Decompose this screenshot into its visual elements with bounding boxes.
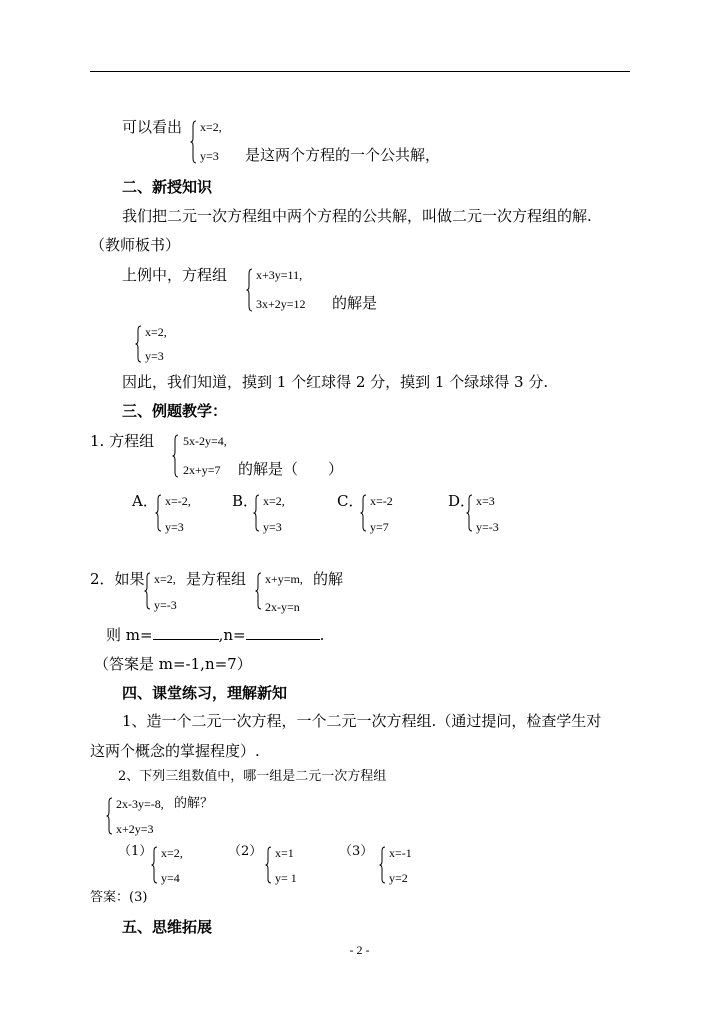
brace-icon	[135, 325, 142, 363]
q2-prefix: 2．如果	[90, 570, 145, 588]
q2-sys-eq2: 2x-y=n	[265, 600, 300, 614]
brace-icon	[151, 846, 158, 884]
section2-sol-eq2: y=3	[145, 349, 164, 363]
q1-option-b-eq2: y=3	[263, 520, 282, 534]
q1-option-d-label: D．	[448, 492, 476, 510]
intro-eq1: x=2,	[200, 120, 222, 134]
brace-icon	[106, 797, 113, 835]
s4-option-2-eq1: x=1	[275, 846, 294, 860]
q1-option-b-label: B．	[232, 492, 259, 510]
section2-sys-eq2: 3x+2y=12	[256, 297, 306, 311]
q1-option-a-label: A．	[132, 492, 158, 510]
s4-option-1-label: （1）	[118, 844, 153, 859]
section2-heading: 二、新授知识	[122, 178, 213, 196]
q1-option-c-eq1: x=-2	[370, 494, 393, 508]
q1-option-b-eq1: x=2,	[263, 494, 285, 508]
s4-option-2-label: （2）	[228, 844, 263, 859]
q2-then-line	[106, 626, 324, 644]
section4-p2-eq2: x+2y=3	[116, 822, 154, 836]
q1-option-d-eq2: y=-3	[476, 520, 499, 534]
brace-icon	[144, 572, 151, 610]
section4-p2-eq1: 2x-3y=-8,	[116, 797, 164, 811]
section2-example-suffix: 的解是	[332, 294, 378, 312]
q1-suffix: 的解是（ ）	[238, 460, 344, 478]
s4-option-2-eq2: y= 1	[275, 871, 297, 885]
section5-heading: 五、思维拓展	[122, 918, 213, 936]
brace-icon	[155, 494, 162, 532]
brace-icon	[379, 846, 386, 884]
section2-sol-eq1: x=2,	[145, 325, 167, 339]
page-number: - 2 -	[349, 943, 370, 957]
q2-sys-eq1: x+y=m,	[265, 572, 303, 586]
s4-option-3-label: （3）	[339, 844, 374, 859]
s4-option-1-eq2: y=4	[161, 871, 180, 885]
q2-answer: （答案是 m=-1,n=7）	[94, 655, 252, 673]
q2-middle: 是方程组	[186, 570, 247, 588]
intro-prefix: 可以看出	[122, 118, 183, 136]
q2-then-prefix: 则 m=	[106, 626, 153, 644]
q2-eq1: x=2,	[154, 572, 176, 586]
s4-option-3-eq1: x=-1	[389, 846, 412, 860]
section2-sys-eq1: x+3y=11,	[256, 268, 303, 282]
section4-heading: 四、课堂练习，理解新知	[122, 684, 288, 702]
section2-example-prefix: 上例中，方程组	[122, 266, 228, 284]
q1-option-a-eq1: x=-2,	[165, 494, 191, 508]
n-blank[interactable]	[246, 627, 320, 640]
section4-p1-line1: 1、造一个二元一次方程，一个二元一次方程组.（通过提问，检查学生对	[122, 712, 602, 730]
q2-suffix: 的解	[313, 570, 344, 588]
q1-option-d-eq1: x=3	[476, 494, 495, 508]
brace-icon	[265, 846, 272, 884]
q2-then-mid: ,n=	[218, 626, 246, 644]
brace-icon	[466, 494, 473, 532]
header-rule	[90, 71, 630, 72]
brace-icon	[246, 268, 253, 312]
q1-option-c-eq2: y=7	[370, 520, 389, 534]
section4-p1-line2: 这两个概念的掌握程度）.	[90, 742, 260, 760]
intro-suffix: 是这两个方程的一个公共解，	[245, 146, 441, 164]
q1-option-a-eq2: y=3	[165, 520, 184, 534]
intro-eq2: y=3	[200, 149, 219, 163]
brace-icon	[172, 434, 179, 478]
section2-line2: （教师板书）	[90, 236, 181, 254]
section4-p2-suffix: 的解？	[174, 796, 214, 811]
section4-p2-line1: 2、下列三组数值中，哪一组是二元一次方程组	[118, 769, 387, 784]
brace-icon	[360, 494, 367, 532]
q1-prefix: 1. 方程组	[90, 432, 155, 450]
section2-conclusion: 因此，我们知道，摸到 1 个红球得 2 分，摸到 1 个绿球得 3 分.	[122, 373, 549, 391]
q2-then-end: .	[319, 626, 325, 644]
section2-line1: 我们把二元一次方程组中两个方程的公共解，叫做二元一次方程组的解.	[122, 207, 592, 225]
q1-eq2: 2x+y=7	[183, 463, 221, 477]
s4-option-3-eq2: y=2	[389, 871, 408, 885]
brace-icon	[255, 572, 262, 610]
s4-option-1-eq1: x=2,	[161, 846, 183, 860]
m-blank[interactable]	[153, 627, 219, 640]
q1-option-c-label: C．	[337, 492, 364, 510]
q1-eq1: 5x-2y=4,	[183, 434, 227, 448]
section3-heading: 三、例题教学：	[122, 402, 228, 420]
brace-icon	[190, 120, 197, 164]
q2-eq2: y=-3	[154, 598, 177, 612]
brace-icon	[253, 494, 260, 532]
section4-answer: 答案：(3)	[90, 890, 148, 905]
